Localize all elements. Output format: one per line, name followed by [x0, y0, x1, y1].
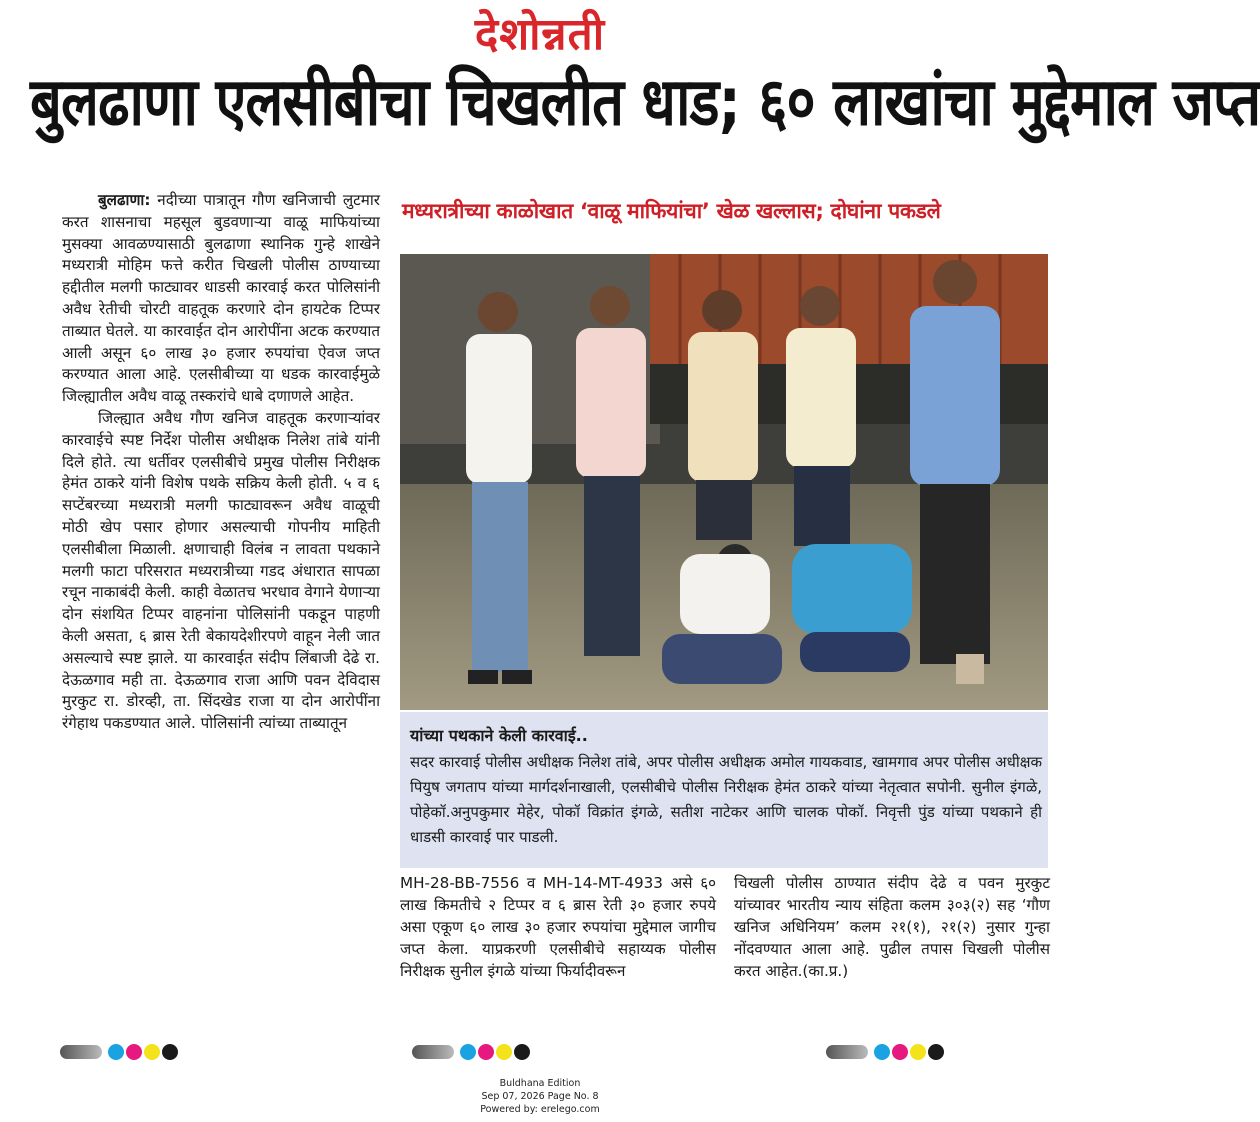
footer-edition: Buldhana Edition: [499, 1078, 581, 1089]
magenta-dot: [478, 1044, 494, 1060]
cyan-dot: [108, 1044, 124, 1060]
grey-gradient-pill: [412, 1045, 454, 1059]
yellow-dot: [910, 1044, 926, 1060]
page-headline: बुलढाणा एलसीबीचा चिखलीत धाड; ६० लाखांचा मुद्देमाल जप्त: [30, 64, 1260, 142]
black-dot: [514, 1044, 530, 1060]
page-footer: [0, 1077, 1080, 1116]
article-paragraph: जिल्ह्यात अवैध गौण खनिज वाहतूक करणाऱ्यांवर कारवाईचे स्पष्ट निर्देश पोलीस अधीक्षक निलेश तांबे यांनी दिले होते. त्या धर्तीवर एलसीबीचे प्रमुख पोलीस निरीक्षक हेमंत ठाकरे यांनी विशेष पथके सक्रिय केली होती. ५ व ६ सप्टेंबरच्या मध्यरात्री मलगी फाट्यावरून अवैध वाळूची मोठी खेप पसार होणार असल्याची गोपनीय माहिती एलसीबीला मिळाली. क्षणाचाही विलंब न लावता पथकाने मलगी फाटा परिसरात मध्यरात्रीच्या गडद अंधारात सापळा रचून नाकाबंदी केली. काही वेळातच भरधाव वेगाने येणाऱ्या दोन संशयित टिप्पर वाहनांना पोलिसांनी पकडून पाहणी केली असता, ६ ब्रास रेती बेकायदेशीरपणे वाहून नेली जात असल्याचे स्पष्ट झाले. या कारवाईत संदीप लिंबाजी देढे रा. देऊळगाव मही ता. देऊळगाव राजा आणि पवन देविदास मुरकुट रा. डोरव्ही, ता. सिंदखेड राजा या दोन आरोपींना रंगेहाथ पकडण्यात आले. पोलिसांनी त्यांच्या ताब्यातून: [62, 408, 380, 733]
print-registration-bar: [826, 1044, 944, 1060]
article-column-right: चिखली पोलीस ठाण्यात संदीप देढे व पवन मुरकुट यांच्यावर भारतीय न्याय संहिता कलम ३०३(२) सह ‘गौण खनिज अधिनियम’ कलम २१(१), २१(२) नुसार गुन्हा नोंदवण्यात आला आहे. पुढील तपास चिखली पोलीस करत आहेत.(का.प्र.): [734, 874, 1050, 980]
cyan-dot: [460, 1044, 476, 1060]
grey-gradient-pill: [826, 1045, 868, 1059]
police-team-photo-illustration: [400, 254, 1048, 710]
article-column-middle: MH-28-BB-7556 व MH-14-MT-4933 असे ६० लाख किमतीचे २ टिप्पर व ६ ब्रास रेती ३० हजार रुपये असा एकूण ६० लाख ३० हजार रुपयांचा मुद्देमाल जागीच जप्त केला. याप्रकरणी एलसीबीचे सहाय्यक पोलीस निरीक्षक सुनील इंगळे यांच्या फिर्यादीवरून: [400, 874, 716, 980]
caption-text: सदर कारवाई पोलीस अधीक्षक निलेश तांबे, अपर पोलीस अधीक्षक अमोल गायकवाड, खामगाव अपर पोलीस अधीक्षक पियुष जगताप यांच्या मार्गदर्शनाखाली, एलसीबीचे पोलीस निरीक्षक हेमंत ठाकरे यांच्या नेतृत्वात सपोनी. सुनील इंगळे, पोहेकॉ.अनुपकुमार मेहेर, पोकॉ विक्रांत इंगळे, सतीश नाटेकर आणि चालक पोकॉ. निवृत्ती पुंड यांच्या पथकाने ही धाडसी कारवाई पार पाडली.: [410, 753, 1042, 846]
article-column-left: [62, 190, 380, 735]
footer-powered-by: Powered by: erelego.com: [480, 1104, 600, 1115]
cyan-dot: [874, 1044, 890, 1060]
article-dateline: बुलढाणा:: [98, 191, 151, 209]
newspaper-masthead: देशोन्नती: [474, 9, 606, 60]
grey-gradient-pill: [60, 1045, 102, 1059]
magenta-dot: [126, 1044, 142, 1060]
black-dot: [928, 1044, 944, 1060]
print-registration-bar: [60, 1044, 178, 1060]
footer-date-page: Sep 07, 2026 Page No. 8: [481, 1091, 599, 1102]
yellow-dot: [144, 1044, 160, 1060]
black-dot: [162, 1044, 178, 1060]
print-registration-bar: [412, 1044, 530, 1060]
yellow-dot: [496, 1044, 512, 1060]
sub-headline: मध्यरात्रीच्या काळोखात ‘वाळू माफियांचा’ खेळ खल्लास; दोघांना पकडले: [402, 199, 941, 223]
caption-title: यांच्या पथकाने केली कारवाई..: [410, 726, 588, 745]
article-paragraph-text: नदीच्या पात्रातून गौण खनिजाची लुटमार करत शासनाचा महसूल बुडवणाऱ्या वाळू माफियांच्या मुसक्या आवळण्यासाठी बुलढाणा स्थानिक गुन्हे शाखेने मध्यरात्री मोहिम फत्ते करीत चिखली पोलीस ठाण्याच्या हद्दीतील मलगी फाट्यावर धाडसी कारवाई करत पोलिसांनी अवैध रेतीची चोरटी वाहतूक करणारे दोन हायटेक टिप्पर ताब्यात घेतले. या कारवाईत दोन आरोपींना अटक करण्यात आली असून ६० लाख ३० हजार रुपयांचा ऐवज जप्त करण्यात आला आहे. एलसीबीच्या या धडक कारवाईमुळे जिल्ह्यातील अवैध वाळू तस्करांचे धाबे दणाणले आहेत.: [62, 191, 381, 406]
article-paragraph: [62, 190, 380, 408]
magenta-dot: [892, 1044, 908, 1060]
news-photo: [400, 254, 1048, 710]
